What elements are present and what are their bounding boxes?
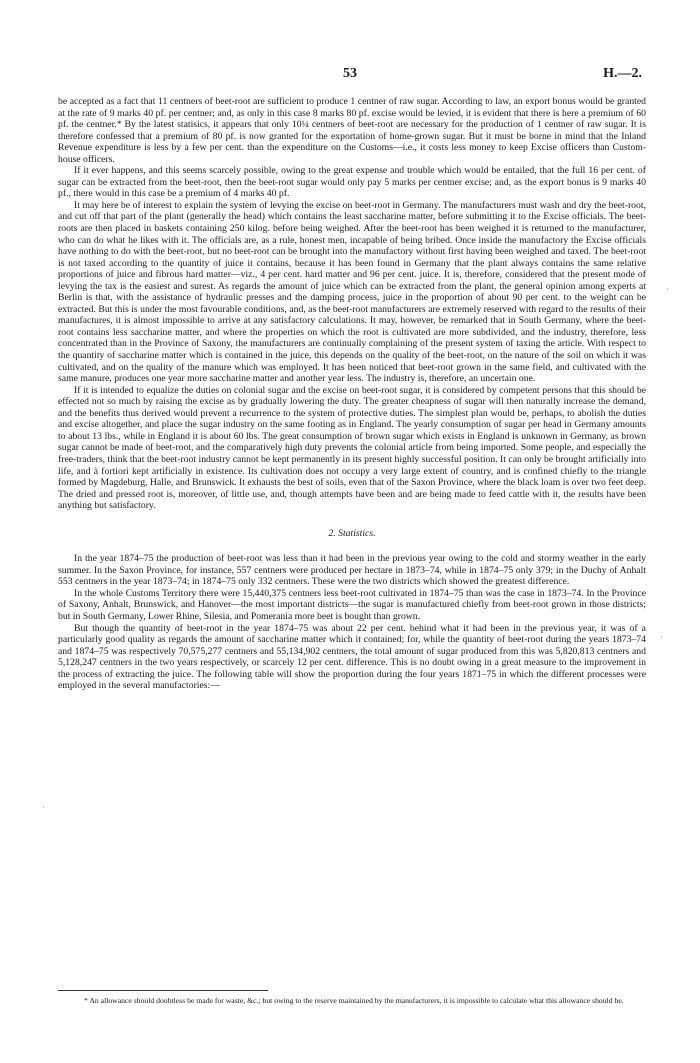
paragraph: In the year 1874–75 the production of beet-root was less than it had been in the previous year owing to the cold and stormy weather in the early summer. In the Saxon Province, for instance, 557 centners were produced per hectare in 1873–74, while in 1874–75 only 379; in the Duchy of Anhalt 553 centners in the year 1873–74; in 1874–75 only 332 centners. These were the two districts which showed the greatest difference. bbox=[58, 553, 646, 588]
margin-dot-mark: · bbox=[666, 284, 669, 294]
page-header bbox=[58, 66, 642, 86]
paragraph: In the whole Customs Territory there were 15,440,375 centners less beet-root cultivated in 1874–75 than was the case in 1873–74. In the Province of Saxony, Anhalt, Brunswick, and Hanover—the most important districts—the sugar is manufactured chiefly from beet-root grown in those districts; but in South Germany, Lower Rhine, Silesia, and Pomerania more beet is bought than grown. bbox=[58, 587, 646, 622]
paragraph: It may here be of interest to explain the system of levying the excise on beet-root in Germany. The manufacturers must wash and dry the beet-root, and cut off that part of the plant (generally the head) which contains the least saccharine matter, before submitting it to the Excise officials. The beet-roots are then placed in baskets containing 250 kilog. before being weighed. After the beet-root has been weighed it is returned to the manufacturer, who can do what he likes with it. The officials are, as a rule, honest men, incapable of being bribed. Once inside the manufactory the Excise officials have nothing to do with the beet-root, but no beet-root can be brought into the manufactory without first having been weighed and taxed. The beet-root is not taxed according to the quantity of juice it contains, because it has been found in Germany that the plant always contains the same relative proportions of juice and fibrous hard matter—viz., 4 per cent. hard matter and 96 per cent. juice. It is, therefore, considered that the present mode of levying the tax is the easiest and surest. As regards the amount of juice which can be extracted from the plant, the general opinion among experts at Berlin is that, with the assistance of hydraulic presses and the damping process, juice in the proportion of about 90 per cent. to the weight can be extracted. But this is under the most favourable conditions, and, as the beet-root manufacturers are extremely reserved with regard to the results of their manufactures, it is almost impossible to arrive at any satisfactory calculations. It may, however, be remarked that in South Germany, where the beet-root contains less saccharine matter, and where the properties on which the root is cultivated are more subdivided, and the industry, therefore, less concentrated than in the Province of Saxony, the manufacturers are continually complaining of the present system of taxing the article. With respect to the quantity of saccharine matter which is contained in the juice, this depends on the quality of the beet-root, on the nature of the soil on which it was cultivated, and on the quality of the manure which was employed. It has been noticed that beet-root grown in the same field, and cultivated with the same manure, produces one year more saccharine matter and another year less. The industry is, therefore, an uncertain one. bbox=[58, 199, 646, 385]
page-number: 53 bbox=[343, 66, 357, 81]
paragraph: But though the quantity of beet-root in the year 1874–75 was about 22 per cent. behind what it had been in the previous year, it was of a particularly good quality as regards the amount of saccharine matter which it contained; for, while the quantity of beet-root during the years 1873–74 and 1874–75 was respectively 70,575,277 centners and 55,134,902 centners, the total amount of sugar produced from this was 5,820,813 centners and 5,128,247 centners in the two years respectively, or scarcely 12 per cent. difference. This is no doubt owing in a great measure to the improvement in the process of extracting the juice. The following table will show the proportion during the four years 1871–75 in which the different processes were employed in the several manufactories:— bbox=[58, 622, 646, 692]
footnote-divider bbox=[58, 990, 268, 991]
document-reference: H.—2. bbox=[603, 66, 642, 81]
paragraph: be accepted as a fact that 11 centners of beet-root are sufficient to produce 1 centner of raw sugar. According to law, an export bonus would be granted at the rate of 9 marks 40 pf. per centner; and, as only in this case 8 marks 80 pf. excise would be levied, it is evident that there is here a premium of 60 pf. the centner.* By the latest statisics, it appears that only 10¼ centners of beet-root are necessary for the production of 1 centner of raw sugar. It is therefore confessed that a premium of 80 pf. is now granted for the exportation of home-grown sugar. But it must be borne in mind that the Inland Revenue expenditure is less by a few per cent. than the expenditure on the Customs—i.e., it costs less money to keep Excise officers than Custom-house officers. bbox=[58, 96, 646, 165]
margin-dot-mark: · bbox=[42, 802, 45, 812]
footnote: * An allowance should doubtless be made for waste, &c.; but owing to the reserve maintained by the manufacturers, it is impossible to calculate what this allowance should be. bbox=[84, 996, 624, 1005]
body-text bbox=[58, 96, 646, 692]
section-heading: 2. Statistics. bbox=[328, 527, 376, 539]
paragraph: If it ever happens, and this seems scarcely possible, owing to the great expense and trouble which would be entailed, that the full 16 per cent. of sugar can be extracted from the beet-root, then the beet-root sugar would only pay 5 marks per centner excise; and, as the export bonus is 9 marks 40 pf., there would in this case be a premium of 4 marks 40 pf. bbox=[58, 165, 646, 200]
paragraph: If it is intended to equalize the duties on colonial sugar and the excise on beet-root sugar, it is considered by competent persons that this should be effected not so much by raising the excise as by gradually lowering the duty. The greater cheapness of sugar will then naturally increase the demand, and the benefits thus derived would prevent a recurrence to the system of protective duties. The simplest plan would be, perhaps, to abolish the duties and excise altogether, and place the sugar industry on the same footing as in England. The yearly consumption of sugar per head in Germany amounts to about 13 lbs., while in England it is about 60 lbs. The great consumption of brown sugar which exists in England is unknown in Germany, as brown sugar cannot be made of beet-root, and the comparatively high duty prevents the colonial article from being imported. Some people, and especially the free-traders, think that the beet-root industry cannot be kept permanently in its present highly successful position. It can only be brought artificially into life, and à fortiori kept artificially in existence. Its cultivation does not occupy a very large extent of country, and is confined chiefly to the triangle formed by Magdeburg, Halle, and Brunswick. It exhausts the best of soils, even that of the Saxon Province, where the black loam is over two feet deep. The dried and pressed root is, moreover, of little use, and, though attempts have been and are being made to feed cattle with it, the results have been anything but satisfactory. bbox=[58, 384, 646, 512]
margin-dot-mark: · bbox=[660, 632, 663, 642]
